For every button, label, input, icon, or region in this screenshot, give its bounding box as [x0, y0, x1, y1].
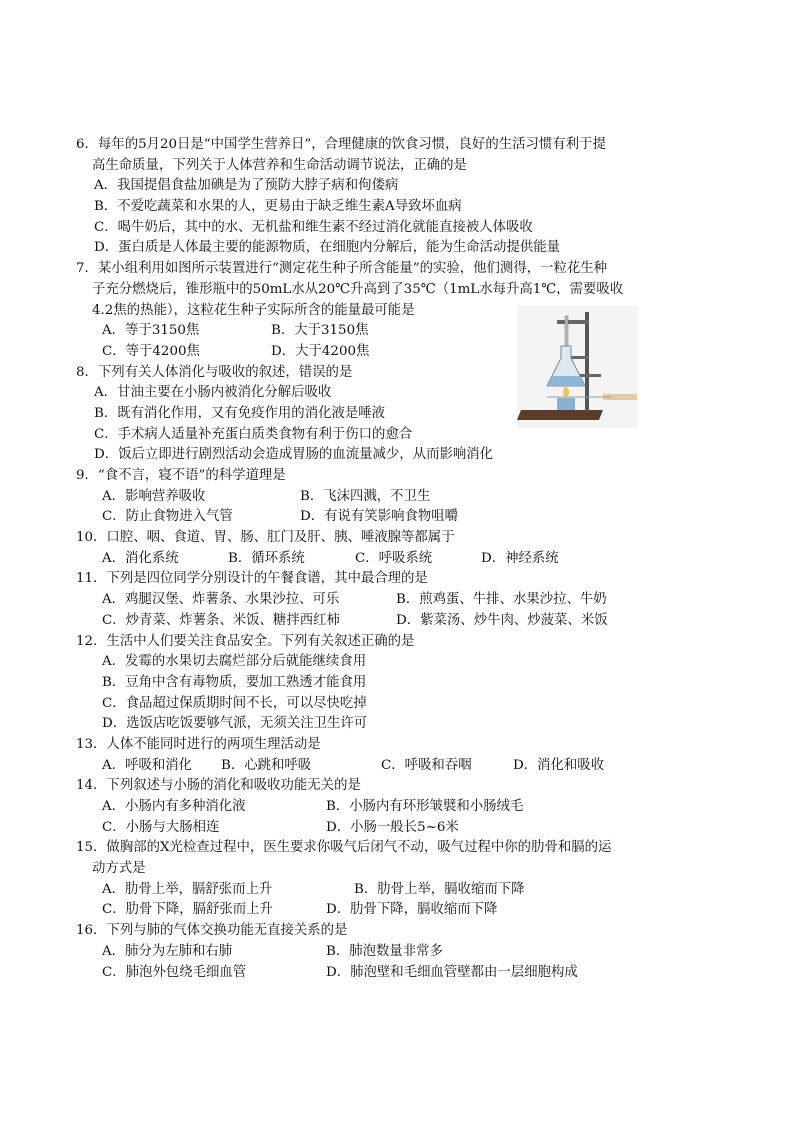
q11-options-row1 [76, 590, 656, 611]
q8-option-c: C．手术病人适量补充蛋白质类食物有利于伤口的愈合 [94, 426, 413, 442]
q13-option-d: D．消化和吸收 [513, 757, 605, 773]
q16-option-a: A．肺分为左肺和右肺 [102, 943, 233, 959]
q15-option-a: A．肋骨上举，膈舒张而上升 [102, 881, 273, 897]
q7-stem-line1: 7．某小组利用如图所示装置进行“测定花生种子所含能量”的实验，他们测得，一粒花生种 [76, 261, 608, 277]
q8-stem: 8．下列有关人体消化与吸收的叙述，错误的是 [76, 364, 353, 380]
figure-background [517, 306, 638, 428]
q7-option-d: D．大于4200焦 [271, 343, 370, 359]
q16-option-d: D．肺泡壁和毛细血管壁都由一层细胞构成 [326, 964, 578, 980]
q15-options-row1 [76, 880, 656, 901]
q12-option-b: B．豆角中含有毒物质，要加工熟透才能食用 [102, 674, 367, 690]
q10-option-b: B．循环系统 [228, 550, 305, 566]
q11-option-c: C．炒青菜、炸薯条、米饭、糖拌西红柿 [102, 612, 340, 628]
q11-option-b: B．煎鸡蛋、牛排、水果沙拉、牛奶 [396, 592, 607, 608]
stand-base [517, 410, 603, 420]
q6-option-c: C．喝牛奶后，其中的水、无机盐和维生素不经过消化就能直接被人体吸收 [94, 219, 533, 235]
q10-option-c: C．呼吸系统 [355, 550, 433, 566]
upper-clamp [557, 320, 589, 324]
burning-flame [563, 387, 569, 397]
q13-option-c: C．呼吸和吞咽 [381, 757, 472, 773]
q9-options-row2 [76, 507, 656, 528]
q14-option-a: A．小肠内有多种消化液 [102, 799, 246, 814]
q6-stem-line2: 高生命质量，下列关于人体营养和生命活动调节说法，正确的是 [92, 157, 467, 173]
q14-option-c: C．小肠与大肠相连 [102, 819, 220, 835]
q6-option-a: A．我国提倡食盐加碘是为了预防大脖子病和佝偻病 [94, 178, 399, 194]
q9-option-a: A．影响营养吸收 [102, 488, 206, 504]
q8-option-b: B．既有消化作用，又有免疫作用的消化液是唾液 [94, 405, 386, 421]
q15-options-row2 [76, 900, 656, 921]
q13-options-row [76, 756, 656, 777]
q11-option-a: A．鸡腿汉堡、炸薯条、水果沙拉、可乐 [102, 592, 340, 608]
q6-option-d: D．蛋白质是人体最主要的能源物质，在细胞内分解后，能为生命活动提供能量 [94, 240, 561, 256]
q8-option-d: D．饭后立即进行剧烈活动会造成胃肠的血流量减少，从而影响消化 [94, 447, 494, 463]
q9-option-b: B．飞沫四溅，不卫生 [300, 488, 431, 504]
q12-stem: 12．生活中人们要关注食品安全。下列有关叙述正确的是 [76, 633, 415, 649]
q14-stem: 14．下列叙述与小肠的消化和吸收功能无关的是 [76, 778, 361, 794]
question-list [76, 135, 656, 983]
q14-option-d: D．小肠一般长5~6米 [326, 819, 459, 835]
q13-option-a: A．呼吸和消化 [102, 757, 193, 773]
q10-option-a: A．消化系统 [102, 550, 179, 566]
q13-option-b: B．心跳和呼吸 [221, 757, 312, 773]
q15-option-b: B．肋骨上举，膈收缩而下降 [354, 881, 525, 897]
q8-option-a: A．甘油主要在小肠内被消化分解后吸收 [94, 385, 332, 401]
shield-tin [557, 398, 575, 410]
q9-option-c: C．防止食物进入气管 [102, 509, 233, 525]
q14-options-row1 [76, 797, 656, 818]
q11-options-row2 [76, 611, 656, 632]
q10-stem: 10．口腔、咽、食道、胃、肠、肛门及肝、胰、唾液腺等都属于 [76, 530, 455, 546]
q9-stem: 9．“食不言，寝不语”的科学道理是 [76, 468, 286, 483]
q15-option-d: D．肋骨下降，膈收缩而下降 [326, 902, 498, 918]
q7-option-a: A．等于3150焦 [102, 323, 200, 339]
q12-option-a: A．发霉的水果切去腐烂部分后就能继续食用 [102, 654, 367, 670]
q11-option-d: D．紫菜汤、炒牛肉、炒菠菜、米饭 [396, 612, 608, 628]
q14-option-b: B．小肠内有环形皱襞和小肠绒毛 [326, 799, 524, 814]
q16-options-row1 [76, 942, 656, 963]
q6-option-b: B．不爱吃蔬菜和水果的人，更易由于缺乏维生素A导致坏血病 [94, 199, 462, 215]
q7-option-b: B．大于3150焦 [271, 323, 369, 339]
q7-option-c: C．等于4200焦 [102, 343, 200, 359]
q15-stem-line2: 动方式是 [92, 861, 146, 877]
q15-stem-line1: 15．做胸部的X光检查过程中，医生要求你吸气后闭气不动，吸气过程中你的肋骨和膈的运 [76, 840, 612, 856]
q6-stem-line1: 6．每年的5月20日是“中国学生营养日”，合理健康的饮食习惯，良好的生活习惯有利于提 [76, 137, 606, 152]
q16-stem: 16．下列与肺的气体交换功能无直接关系的是 [76, 923, 348, 939]
q12-option-d: D．选饭店吃饭要够气派，无须关注卫生许可 [102, 716, 368, 732]
q15-option-c: C．肋骨下降，膈舒张而上升 [102, 902, 273, 918]
q10-options-row [76, 549, 656, 570]
q11-stem: 11．下列是四位同学分别设计的午餐食谱，其中最合理的是 [76, 571, 428, 587]
q16-options-row2 [76, 963, 656, 984]
q14-options-row2 [76, 818, 656, 839]
q10-option-d: D．神经系统 [481, 550, 559, 566]
q9-option-d: D．有说有笑影响食物咀嚼 [300, 509, 459, 525]
q16-option-c: C．肺泡外包绕毛细血管 [102, 964, 247, 980]
q9-options-row1 [76, 487, 656, 508]
q13-stem: 13．人体不能同时进行的两项生理活动是 [76, 736, 321, 752]
q12-option-c: C．食品超过保质期时间不长，可以尽快吃掉 [102, 695, 367, 711]
peanut-energy-apparatus-figure [517, 306, 638, 428]
q7-stem-line2: 子充分燃烧后，锥形瓶中的50mL水从20℃升高到了35℃（1mL水每升高1℃，需要吸收 [92, 281, 624, 297]
flask-water [547, 376, 585, 386]
q16-option-b: B．肺泡数量非常多 [326, 943, 443, 959]
q7-stem-line3: 4.2焦的热能），这粒花生种子实际所含的能量最可能是 [92, 302, 415, 318]
